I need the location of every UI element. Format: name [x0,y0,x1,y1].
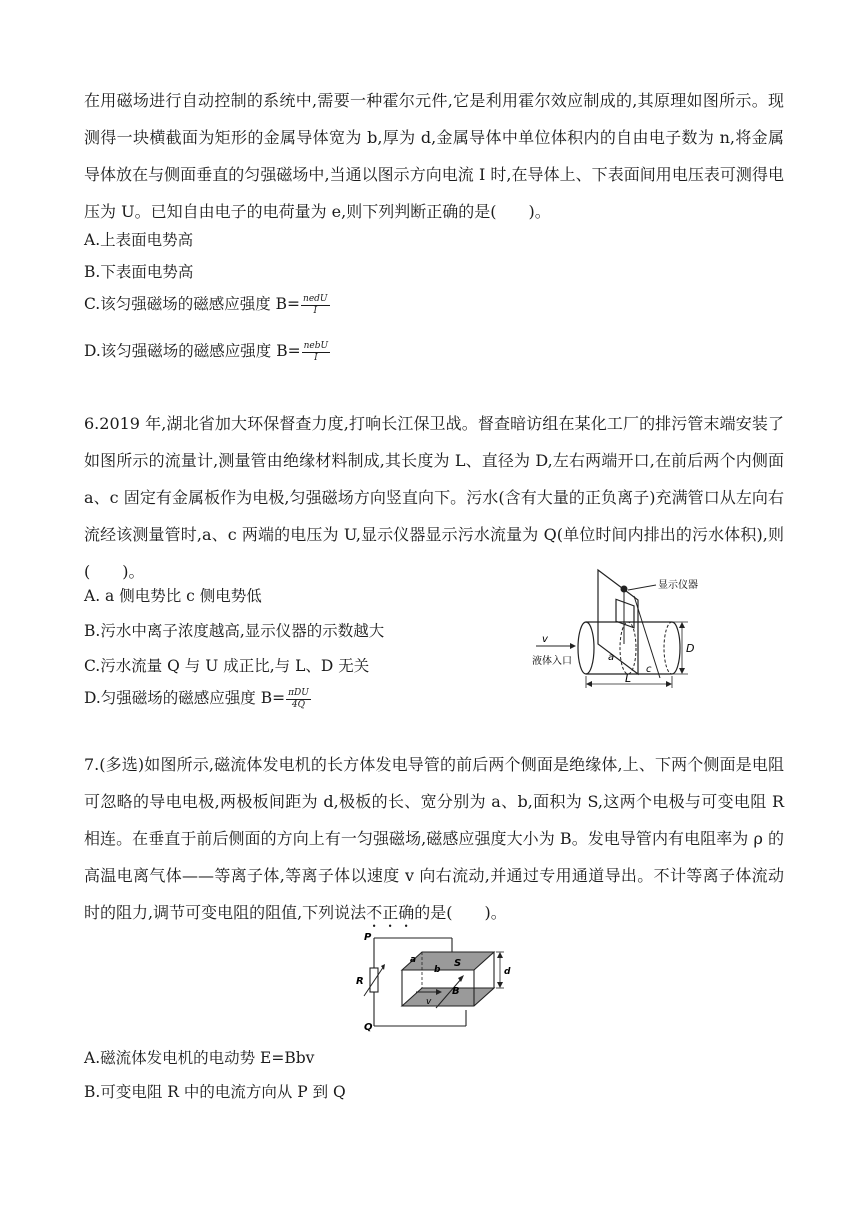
terminal-p-label: P [364,932,372,943]
q7-mhd-generator-figure [354,930,514,1034]
mhd-generator-diagram [354,930,514,1034]
area-s-label: S [454,958,462,969]
pipe-right-hidden [664,622,672,674]
fraction-denominator: I [314,352,318,363]
q5-option-c-fraction [301,294,329,317]
electrode-c-label: c [646,664,652,675]
electrode-a-label: a [608,652,615,663]
q6-flowmeter-figure [530,566,710,690]
dimension-d-arrow-down [679,668,685,674]
flowmeter-diagram [530,566,710,690]
q5-option-d-text: D.该匀强磁场的磁感应强度 B= [84,342,301,360]
q6-option-d [84,686,311,711]
q6-option-b: B.污水中离子浓度越高,显示仪器的示数越大 [84,622,385,640]
q7-stem-part-2: 的是( )。 [414,903,507,922]
display-terminal [621,586,628,593]
dimension-d-arrow-up [497,952,503,958]
q5-option-c-text: C.该匀强磁场的磁感应强度 B= [84,295,301,313]
fraction-numerator: nedU [303,293,328,304]
question-5-stem: 在用磁场进行自动控制的系统中,需要一种霍尔元件,它是利用霍尔效应制成的,其原理如图所示。现测得一块横截面为矩形的金属导体宽为 b,厚为 d,金属导体中单位体积内的自由电子数为 n,将金属导体放在与侧面垂直的匀强磁场中,当通以图示方向电流 I 时,在导体上、下表面间用电压表可测得电压为 U。已知自由电子的电荷量为 e,则下列判断正确的是( )。 [84,91,784,221]
fraction-numerator: πDU [288,687,309,698]
magnetic-field-b-label: B [452,986,460,997]
fraction-denominator: I [313,305,318,316]
question-6-stem: 6.2019 年,湖北省加大环保督查力度,打响长江保卫战。督查暗访组在某化工厂的排污管末端安装了如图所示的流量计,测量管由绝缘材料制成,其长度为 L、直径为 D,左右两端开口,在前后两个内侧面 a、c 固定有金属板作为电极,匀强磁场方向竖直向下。污水(含有大量的正负离子)充满管口从左向右流经该测量管时,a、c 两端的电压为 U,显示仪器显示污水流量为 Q(单位时间内排出的污水体积),则( )。 [84,414,784,581]
inlet-label: 液体入口 [532,656,572,667]
q5-option-d [84,339,330,364]
terminal-q-label: Q [364,1022,373,1033]
dimension-d-label: D [686,642,695,655]
pipe-left-end [578,622,594,674]
display-instrument-label: 显示仪器 [658,580,698,591]
plate-length-a-label: a [410,955,417,965]
velocity-label: v [542,634,548,645]
q7-stem-part-1: 7.(多选)如图所示,磁流体发电机的长方体发电导管的前后两个侧面是绝缘体,上、下两个侧面是电阻可忽略的导电电极,两极板间距为 d,极板的长、宽分别为 a、b,面积为 S,这两个电极与可变电阻 R 相连。在垂直于前后侧面的方向上有一匀强磁场,磁感应强度大小为 B。发电导管内有电阻率为 ρ 的高温电离气体——等离子体,等离子体以速度 v 向右流动,并通过专用通道导出。不计等离子体流动时的阻力,调节可变电阻的阻值,下列说法 [84,755,784,922]
plasma-velocity-v-label: v [426,997,432,1007]
q5-option-c [84,292,330,317]
dimension-d-arrow-up [679,622,685,628]
q5-option-d-fraction [302,341,330,364]
question-7-stem [84,746,784,931]
q5-option-a: A.上表面电势高 [84,231,194,249]
q7-option-b: B.可变电阻 R 中的电流方向从 P 到 Q [84,1083,346,1101]
plate-width-b-label: b [434,965,441,975]
q7-option-a: A.磁流体发电机的电动势 E=Bbv [84,1049,315,1067]
dimension-l-label: L [625,672,632,685]
q6-option-d-text: D.匀强磁场的磁感应强度 B= [84,689,286,707]
fraction-denominator: 4Q [291,699,306,710]
bottom-electrode [402,988,494,1006]
dimension-d-label: d [504,967,511,977]
velocity-arrowhead [570,643,576,649]
dimension-l-arrow-right [666,681,672,687]
q6-option-c: C.污水流量 Q 与 U 成正比,与 L、D 无关 [84,657,370,675]
q6-option-a: A. a 侧电势比 c 侧电势低 [84,587,262,605]
fraction-numerator: nebU [303,340,329,351]
resistor-r-label: R [356,976,364,987]
pipe-right-end [672,622,680,674]
q5-option-b: B.下表面电势高 [84,263,194,281]
q6-option-d-fraction [286,688,311,711]
display-leader-line [628,585,656,590]
dimension-l-arrow-left [586,681,592,687]
variable-resistor [370,968,378,992]
dimension-d-arrow-down [497,982,503,988]
q7-stem-emphasis: 不正确 [366,903,415,922]
